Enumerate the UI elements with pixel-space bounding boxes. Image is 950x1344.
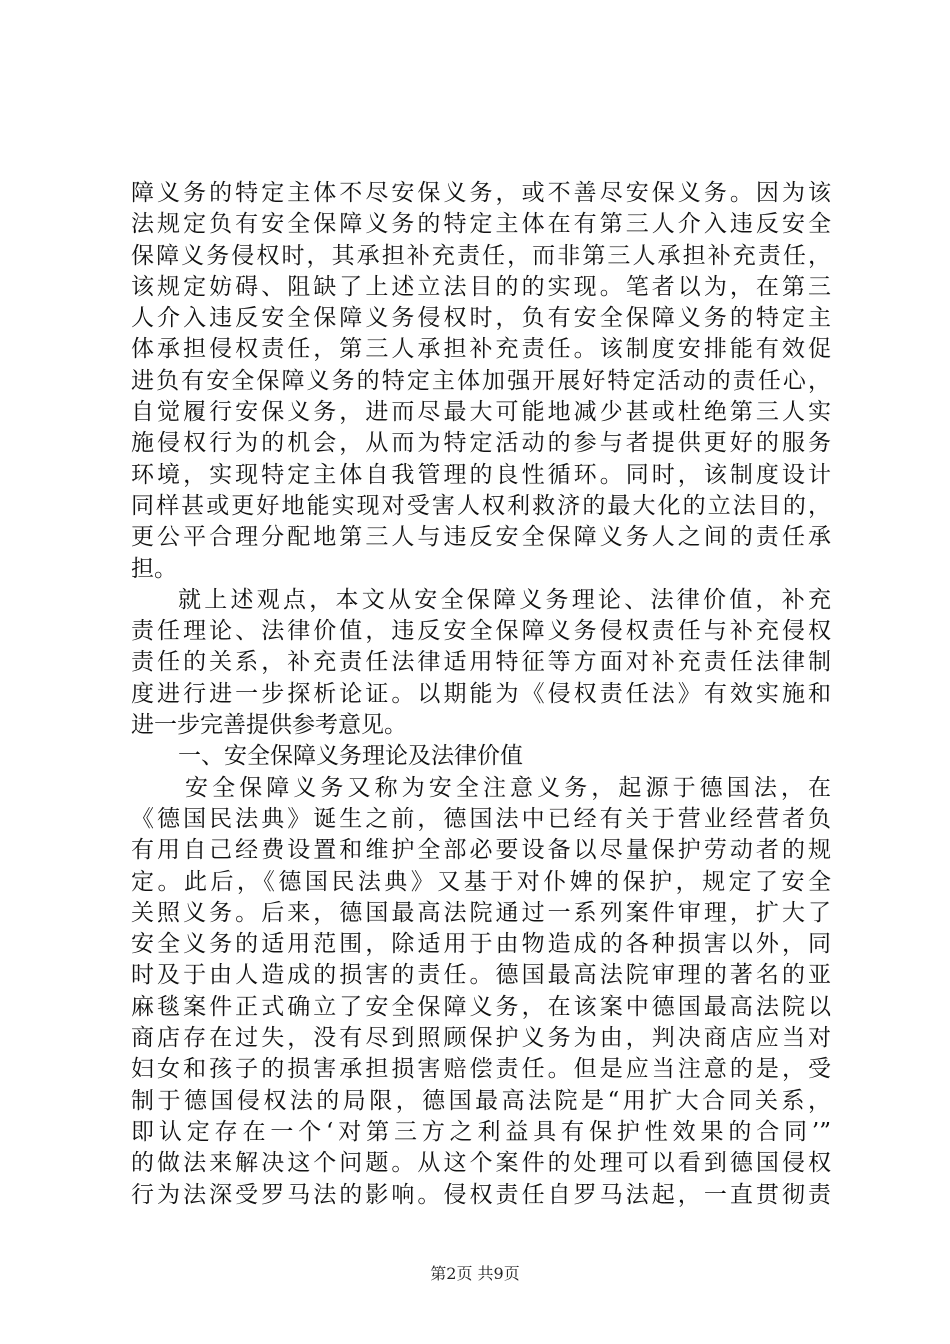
text-line: 法规定负有安全保障义务的特定主体在有第三人介入违反安全 bbox=[131, 211, 831, 238]
body-text bbox=[131, 178, 831, 1211]
text-line: 《德国民法典》诞生之前，德国法中已经有关于营业经营者负 bbox=[131, 805, 831, 832]
text-line: 体承担侵权责任，第三人承担补充责任。该制度安排能有效促 bbox=[131, 336, 831, 363]
text-line: 即认定存在一个‘对第三方之利益具有保护性效果的合同’” bbox=[131, 1118, 831, 1145]
text-line: 有用自己经费设置和维护全部必要设备以尽量保护劳动者的规 bbox=[131, 837, 831, 864]
text-line: 时及于由人造成的损害的责任。德国最高法院审理的著名的亚 bbox=[131, 962, 831, 989]
paragraph-3 bbox=[131, 773, 831, 1211]
text-line: 行为法深受罗马法的影响。侵权责任自罗马法起，一直贯彻责 bbox=[131, 1181, 831, 1208]
text-line: 更公平合理分配地第三人与违反安全保障义务人之间的责任承 bbox=[131, 524, 831, 551]
text-line: 施侵权行为的机会，从而为特定活动的参与者提供更好的服务 bbox=[131, 430, 831, 457]
text-line: 环境，实现特定主体自我管理的良性循环。同时，该制度设计 bbox=[131, 461, 831, 488]
text-line: 担。 bbox=[131, 555, 177, 582]
text-line: 定。此后，《德国民法典》又基于对仆婢的保护，规定了安全 bbox=[131, 868, 831, 895]
text-line: 该规定妨碍、阻缺了上述立法目的的实现。笔者以为，在第三 bbox=[131, 273, 831, 300]
text-line: 保障义务侵权时，其承担补充责任，而非第三人承担补充责任， bbox=[131, 242, 831, 269]
text-line: 安全保障义务又称为安全注意义务，起源于德国法，在 bbox=[185, 774, 831, 801]
text-line: 就上述观点，本文从安全保障义务理论、法律价值，补充 bbox=[178, 586, 831, 613]
text-line: 障义务的特定主体不尽安保义务，或不善尽安保义务。因为该 bbox=[131, 180, 831, 206]
section-heading: 一、安全保障义务理论及法律价值 bbox=[178, 743, 523, 770]
paragraph-1 bbox=[131, 178, 831, 585]
text-line: 同样甚或更好地能实现对受害人权利救济的最大化的立法目的， bbox=[131, 492, 831, 519]
text-line: 进一步完善提供参考意见。 bbox=[131, 712, 407, 739]
text-line: 关照义务。后来，德国最高法院通过一系列案件审理，扩大了 bbox=[131, 899, 831, 926]
paragraph-2 bbox=[131, 585, 831, 741]
text-line: 的做法来解决这个问题。从这个案件的处理可以看到德国侵权 bbox=[131, 1150, 831, 1177]
text-line: 责任理论、法律价值，违反安全保障义务侵权责任与补充侵权 bbox=[131, 618, 831, 645]
text-line: 商店存在过失，没有尽到照顾保护义务为由，判决商店应当对 bbox=[131, 1025, 831, 1052]
text-line: 进负有安全保障义务的特定主体加强开展好特定活动的责任心， bbox=[131, 367, 831, 394]
text-line: 自觉履行安保义务，进而尽最大可能地减少甚或杜绝第三人实 bbox=[131, 399, 831, 426]
page-number-footer: 第2页 共9页 bbox=[430, 1264, 520, 1283]
text-line: 度进行进一步探析论证。以期能为《侵权责任法》有效实施和 bbox=[131, 680, 831, 707]
text-line: 安全义务的适用范围，除适用于由物造成的各种损害以外，同 bbox=[131, 931, 831, 958]
text-line: 制于德国侵权法的局限，德国最高法院是“用扩大合同关系， bbox=[131, 1087, 831, 1114]
text-line: 妇女和孩子的损害承担损害赔偿责任。但是应当注意的是，受 bbox=[131, 1056, 831, 1083]
text-line: 人介入违反安全保障义务侵权时，负有安全保障义务的特定主 bbox=[131, 305, 831, 332]
text-line: 麻毯案件正式确立了安全保障义务，在该案中德国最高法院以 bbox=[131, 993, 831, 1020]
text-line: 责任的关系，补充责任法律适用特征等方面对补充责任法律制 bbox=[131, 649, 831, 676]
